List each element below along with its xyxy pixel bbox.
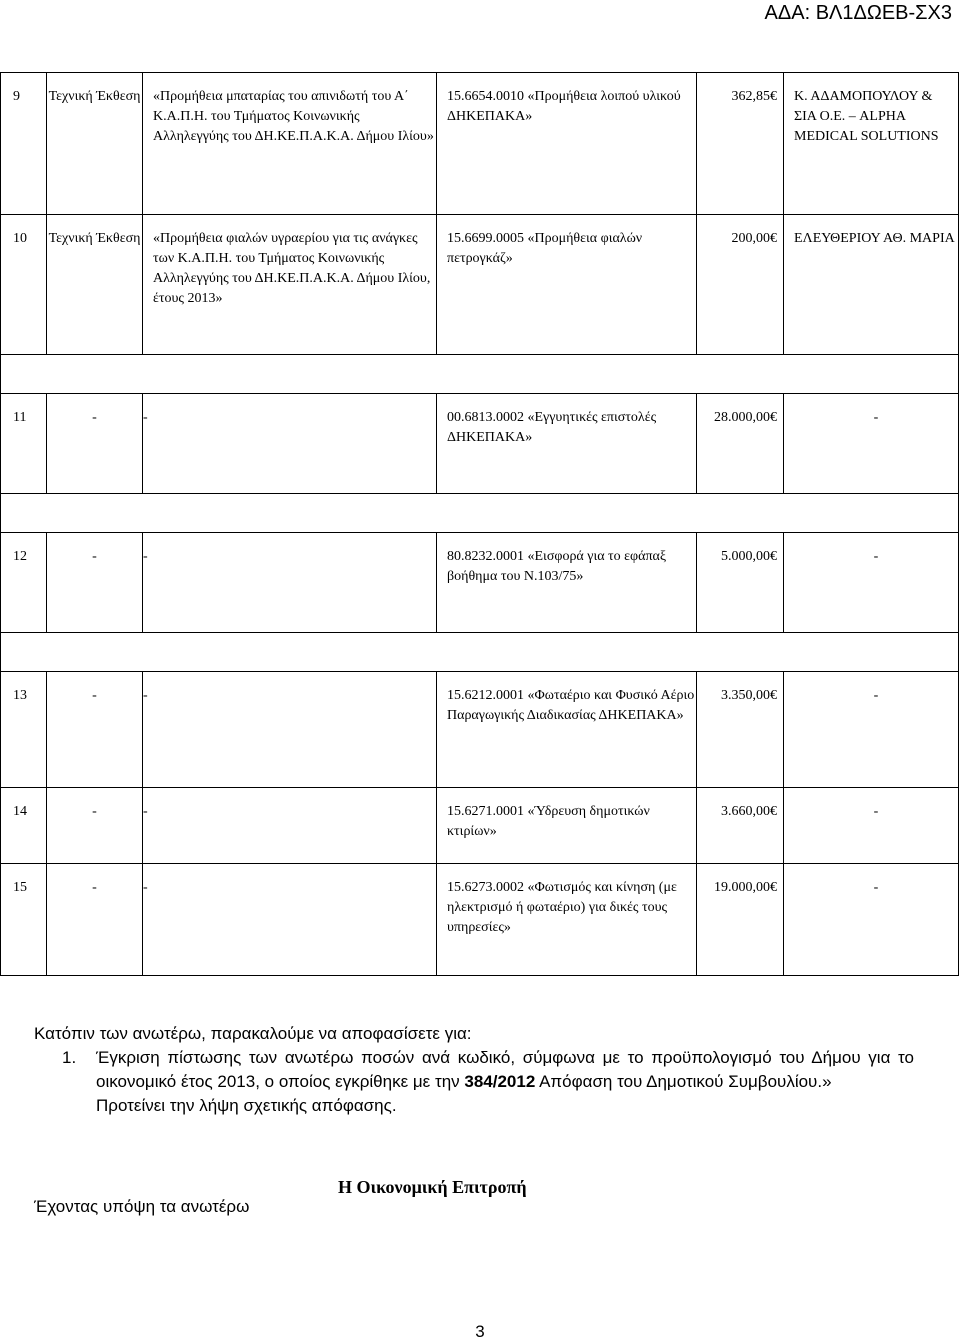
proposal-text: Προτείνει την λήψη σχετικής απόφασης. (96, 1096, 397, 1115)
row-description: - (143, 804, 148, 819)
row-number: 10 (13, 231, 27, 246)
row-description: - (143, 688, 148, 703)
decision-item-text: Έγκριση πίστωσης των ανωτέρω ποσών ανά κωδικό, σύμφωνα με το προϋπολογισμό του Δήμου για το οικονομικό έτος 2013, ο οποίος εγκρίθηκε με την 384/2012 Απόφαση του Δημοτικού Συμβουλίου.» (96, 1048, 914, 1091)
row-description: «Προμήθεια φιαλών υγραερίου για τις ανάγκες των Κ.Α.Π.Η. του Τμήματος Κοινωνικής Αλληλεγγύης του ΔΗ.ΚΕ.Π.Α.Κ.Α. Δήμου Ιλίου, έτους 2013» (153, 231, 431, 306)
row-amount: 200,00€ (731, 231, 777, 246)
row-type: - (92, 688, 97, 703)
row-vendor: - (873, 549, 879, 564)
row-amount: 3.660,00€ (721, 804, 777, 819)
row-number: 11 (13, 410, 27, 425)
row-code: 15.6271.0001 «Ύδρευση δημοτικών κτιρίων» (447, 804, 650, 839)
closing-section (34, 1022, 914, 1118)
row-number: 9 (13, 89, 20, 104)
row-vendor: - (873, 410, 879, 425)
row-code: 80.8232.0001 «Εισφορά για το εφάπαξ βοήθημα του Ν.103/75» (447, 549, 667, 584)
row-type: - (92, 880, 97, 895)
closing-intro: Κατόπιν των ανωτέρω, παρακαλούμε να αποφασίσετε για: (34, 1024, 472, 1043)
row-number: 12 (13, 549, 27, 564)
row-vendor: - (873, 804, 879, 819)
row-description: - (143, 410, 148, 425)
budget-table (0, 72, 959, 976)
table-row (1, 864, 959, 976)
row-amount: 28.000,00€ (714, 410, 777, 425)
signature-left: Έχοντας υπόψη τα ανωτέρω (34, 1197, 250, 1216)
row-amount: 5.000,00€ (721, 549, 777, 564)
row-description: «Προμήθεια μπαταρίας του απινιδωτή του Α΄ Κ.Α.Π.Η. του Τμήματος Κοινωνικής Αλληλεγγύης του ΔΗ.ΚΕ.Π.Α.Κ.Α. Δήμου Ιλίου» (153, 89, 434, 144)
row-code: 15.6212.0001 «Φωταέριο και Φυσικό Αέριο Παραγωγικής Διαδικασίας ΔΗΚΕΠΑΚΑ» (447, 688, 695, 723)
row-amount: 19.000,00€ (714, 880, 777, 895)
row-vendor: ΕΛΕΥΘΕΡΙΟΥ ΑΘ. ΜΑΡΙΑ (794, 231, 955, 246)
decision-item-number: 1. (62, 1048, 77, 1067)
row-code: 15.6273.0002 «Φωτισμός και κίνηση (με ηλεκτρισμό ή φωταέριο) για δικές τους υπηρεσίες» (447, 880, 677, 935)
row-amount: 3.350,00€ (721, 688, 777, 703)
row-type: - (92, 804, 97, 819)
page-number: 3 (475, 1322, 485, 1341)
row-vendor: - (873, 688, 879, 703)
table-row (1, 788, 959, 864)
spacer-row (1, 355, 959, 394)
row-type: Τεχνική Έκθεση (48, 231, 141, 246)
row-number: 15 (13, 880, 27, 895)
spacer-row (1, 494, 959, 533)
row-number: 13 (13, 688, 27, 703)
ada-code: ΑΔΑ: ΒΛ1ΔΩΕΒ-ΣΧ3 (764, 2, 952, 24)
row-code: 00.6813.0002 «Εγγυητικές επιστολές ΔΗΚΕΠΑΚΑ» (447, 410, 657, 445)
row-description: - (143, 880, 148, 895)
row-description: - (143, 549, 148, 564)
row-code: 15.6699.0005 «Προμήθεια φιαλών πετρογκάζ» (447, 231, 643, 266)
row-vendor: - (873, 880, 879, 895)
row-type: - (92, 549, 97, 564)
row-vendor: Κ. ΑΔΑΜΟΠΟΥΛΟΥ & ΣΙΑ Ο.Ε. – ALPHA MEDICAL SOLUTIONS (794, 89, 939, 144)
row-type: Τεχνική Έκθεση (48, 89, 141, 104)
spacer-row (1, 633, 959, 672)
decision-number: 384/2012 (464, 1072, 536, 1091)
table-row (1, 672, 959, 788)
table-row (1, 215, 959, 355)
table-row (1, 73, 959, 215)
row-amount: 362,85€ (731, 89, 777, 104)
table-row (1, 394, 959, 494)
decision-item (62, 1046, 914, 1094)
signature-committee: Η Οικονομική Επιτροπή (338, 1177, 527, 1197)
row-type: - (92, 410, 97, 425)
table-row (1, 533, 959, 633)
row-number: 14 (13, 804, 27, 819)
row-code: 15.6654.0010 «Προμήθεια λοιπού υλικού ΔΗΚΕΠΑΚΑ» (447, 89, 681, 124)
